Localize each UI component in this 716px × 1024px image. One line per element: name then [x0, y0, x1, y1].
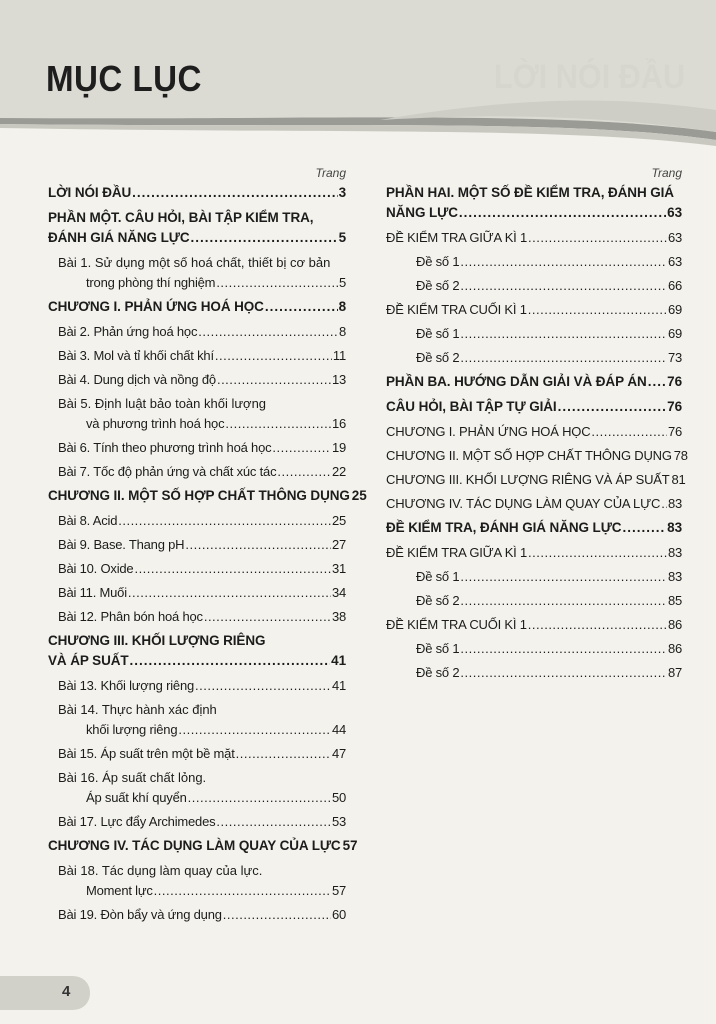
toc-entry-row [386, 203, 682, 223]
toc-entry-title: LỜI NÓI ĐẦU [48, 185, 132, 200]
toc-entry-title: Bài 12. Phân bón hoá học [58, 609, 203, 624]
toc-entry [386, 446, 688, 466]
toc-entry-page: 13 [331, 372, 346, 387]
toc-entry-row [386, 300, 682, 320]
toc-entry-row [386, 615, 682, 635]
toc-entry [48, 836, 358, 856]
toc-dot-leader [622, 518, 666, 538]
toc-dot-leader [528, 228, 667, 248]
toc-dot-leader [265, 297, 338, 317]
toc-entry [48, 700, 346, 740]
toc-entry-title: Đề số 2 [416, 665, 460, 680]
toc-entry-title: Bài 17. Lực đẩy Archimedes [58, 814, 216, 829]
toc-entry [386, 324, 682, 344]
page-title: MỤC LỤC [46, 58, 202, 99]
toc-entry-row [386, 567, 682, 587]
toc-entry-title: khối lượng riêng [86, 722, 178, 737]
toc-entry-title-line: PHẦN MỘT. CÂU HỎI, BÀI TẬP KIỂM TRA, [48, 210, 314, 225]
toc-entry-row [386, 663, 682, 683]
toc-entry-page: 57 [331, 883, 346, 898]
toc-entry [386, 639, 682, 659]
toc-entry-page: 8 [338, 299, 346, 314]
toc-entry-title: ĐỀ KIỂM TRA CUỐI KÌ 1 [386, 302, 527, 317]
toc-entry-page: 87 [667, 665, 682, 680]
toc-dot-leader [648, 372, 666, 392]
toc-entry [48, 438, 346, 458]
toc-entry-title: trong phòng thí nghiệm [86, 275, 216, 290]
toc-entry [48, 511, 346, 531]
toc-entry-row [48, 438, 346, 458]
toc-entry-page: 25 [331, 513, 346, 528]
toc-entry-row [386, 252, 682, 272]
toc-entry-title: ĐỀ KIỂM TRA GIỮA KÌ 1 [386, 545, 528, 560]
toc-entry [386, 470, 686, 490]
page-number: 4 [62, 983, 71, 1000]
toc-entry [48, 559, 346, 579]
toc-entry-row [48, 414, 346, 434]
toc-dot-leader [459, 203, 666, 223]
toc-entry-row [48, 559, 346, 579]
toc-entry-page: 63 [667, 230, 682, 245]
toc-dot-leader [272, 438, 331, 458]
toc-entry-row [48, 297, 346, 317]
toc-dot-leader [460, 324, 667, 344]
toc-entry-title: Bài 2. Phản ứng hoá học [58, 324, 198, 339]
toc-entry-row [48, 607, 346, 627]
toc-entry-page: 53 [331, 814, 346, 829]
toc-entry-page: 22 [331, 464, 346, 479]
toc-dot-leader [188, 788, 331, 808]
toc-entry-title: Áp suất khí quyển [86, 790, 187, 805]
toc-entry-title: NĂNG LỰC [386, 205, 458, 220]
toc-entry-title-line: PHẦN HAI. MỘT SỐ ĐỀ KIỂM TRA, ĐÁNH GIÁ [386, 185, 674, 200]
toc-entry-row [48, 511, 346, 531]
toc-entry-title: và phương trình hoá học [86, 416, 225, 431]
toc-dot-leader [216, 812, 331, 832]
toc-entry-page: 83 [667, 545, 682, 560]
toc-entry-title: Bài 13. Khối lượng riêng [58, 678, 195, 693]
toc-entry-title: Bài 9. Base. Thang pH [58, 537, 185, 552]
toc-dot-leader [204, 607, 331, 627]
toc-entry-page: 86 [667, 617, 682, 632]
toc-entry [48, 462, 346, 482]
toc-entry-row [48, 183, 346, 203]
toc-entry-page: 76 [667, 374, 682, 389]
toc-entry-title: Đề số 1 [416, 254, 460, 269]
toc-entry-row [386, 639, 682, 659]
toc-entry-page: 5 [338, 230, 346, 245]
toc-dot-leader [460, 639, 667, 659]
toc-entry-row [48, 836, 358, 856]
toc-entry [386, 228, 682, 248]
toc-entry-title: Moment lực [86, 883, 153, 898]
toc-dot-leader [132, 183, 337, 203]
toc-entry-row [48, 583, 346, 603]
toc-entry-page: 44 [331, 722, 346, 737]
toc-entry-page: 81 [671, 472, 686, 487]
toc-entry [48, 607, 346, 627]
toc-entry [48, 394, 346, 434]
toc-entry [48, 183, 346, 203]
toc-dot-leader [217, 370, 331, 390]
toc-entry-row [48, 346, 346, 366]
toc-entry-page: 41 [331, 653, 346, 668]
toc-entry [48, 208, 346, 248]
toc-entry-page: 31 [331, 561, 346, 576]
toc-entry-page: 76 [667, 399, 682, 414]
toc-entry-title: VÀ ÁP SUẤT [48, 653, 129, 668]
toc-entry-row [48, 788, 346, 808]
toc-entry-title: Bài 10. Oxide [58, 561, 134, 576]
toc-entry [386, 663, 682, 683]
toc-entry [48, 631, 346, 671]
toc-dot-leader [528, 300, 667, 320]
toc-entry-row [386, 543, 682, 563]
toc-entry [48, 486, 367, 506]
toc-entry-row [48, 370, 346, 390]
toc-entry-row [386, 494, 682, 514]
toc-entry-page: 63 [667, 205, 682, 220]
toc-entry-row [386, 591, 682, 611]
toc-entry-row [386, 324, 682, 344]
toc-entry-title: Bài 19. Đòn bẩy và ứng dụng [58, 907, 222, 922]
toc-entry-title-line: CHƯƠNG III. KHỐI LƯỢNG RIÊNG [48, 633, 266, 648]
toc-entry-row [48, 322, 346, 342]
toc-dot-leader [223, 905, 331, 925]
toc-entry-title: Bài 6. Tính theo phương trình hoá học [58, 440, 272, 455]
toc-entry-page: 27 [331, 537, 346, 552]
toc-entry-title: Đề số 2 [416, 593, 460, 608]
toc-dot-leader [225, 414, 331, 434]
toc-entry-row [48, 744, 346, 764]
toc-entry-page: 85 [667, 593, 682, 608]
toc-entry [48, 253, 346, 293]
toc-entry [48, 535, 346, 555]
toc-left-column [48, 163, 367, 929]
toc-entry [48, 346, 346, 366]
toc-entry [386, 518, 682, 538]
toc-entry [386, 494, 682, 514]
toc-entry-row [48, 651, 346, 671]
toc-entry [386, 276, 682, 296]
toc-entry [386, 567, 682, 587]
toc-entry-title: Bài 4. Dung dịch và nồng độ [58, 372, 216, 387]
toc-entry-title: CHƯƠNG III. KHỐI LƯỢNG RIÊNG VÀ ÁP SUẤT [386, 472, 670, 487]
toc-entry-page: 63 [667, 254, 682, 269]
toc-entry-row [386, 397, 682, 417]
toc-entry-page: 83 [667, 496, 682, 511]
toc-dot-leader [134, 559, 330, 579]
toc-entry [386, 372, 682, 392]
toc-dot-leader [118, 511, 331, 531]
toc-entry-title: Đề số 2 [416, 278, 460, 293]
toc-dot-leader [460, 348, 667, 368]
toc-list [386, 183, 688, 683]
toc-entry-title: CHƯƠNG IV. TÁC DỤNG LÀM QUAY CỦA LỰC [386, 496, 661, 511]
toc-entry-page: 69 [667, 326, 682, 341]
toc-entry-title: Đề số 1 [416, 326, 460, 341]
toc-entry [386, 543, 682, 563]
toc-entry-page: 83 [667, 520, 682, 535]
toc-dot-leader [591, 422, 667, 442]
toc-entry-title-line: Bài 14. Thực hành xác định [58, 702, 217, 717]
toc-entry-page: 38 [331, 609, 346, 624]
toc-entry-title: CHƯƠNG II. MỘT SỐ HỢP CHẤT THÔNG DỤNG [48, 488, 350, 503]
background-title: LỜI NÓI ĐẦU [494, 58, 685, 96]
toc-entry-page: 8 [338, 324, 346, 339]
page-number-shape [0, 976, 92, 1010]
toc-entry-row [386, 518, 682, 538]
toc-entry-title: CHƯƠNG II. MỘT SỐ HỢP CHẤT THÔNG DỤNG [386, 448, 672, 463]
toc-entry-title: Bài 3. Mol và tỉ khối chất khí [58, 348, 214, 363]
page-header [0, 0, 716, 160]
toc-entry-title: ĐÁNH GIÁ NĂNG LỰC [48, 230, 190, 245]
toc-dot-leader [130, 651, 331, 671]
toc-entry-title: CHƯƠNG I. PHẢN ỨNG HOÁ HỌC [386, 424, 591, 439]
toc-entry-page: 25 [351, 488, 367, 503]
toc-dot-leader [528, 543, 667, 563]
toc-entry-page: 57 [342, 838, 358, 853]
toc-entry-row [48, 905, 346, 925]
toc-entry-title: CÂU HỎI, BÀI TẬP TỰ GIẢI [386, 399, 557, 414]
toc-dot-leader [185, 535, 331, 555]
toc-right-column [386, 163, 688, 687]
page-column-label: Trang [651, 166, 682, 180]
toc-entry-page: 76 [667, 424, 682, 439]
toc-entry-page: 78 [673, 448, 688, 463]
toc-entry-title: CHƯƠNG I. PHẢN ỨNG HOÁ HỌC [48, 299, 264, 314]
toc-entry-row [386, 470, 686, 490]
toc-entry [386, 397, 682, 417]
toc-list [48, 183, 367, 925]
toc-dot-leader [460, 591, 667, 611]
page-column-label: Trang [315, 166, 346, 180]
toc-dot-leader [216, 273, 338, 293]
toc-entry-title: Bài 8. Acid [58, 513, 118, 528]
toc-entry-page: 41 [331, 678, 346, 693]
toc-entry [48, 676, 346, 696]
toc-entry-row [386, 348, 682, 368]
toc-dot-leader [661, 494, 667, 514]
toc-entry-page: 16 [331, 416, 346, 431]
toc-dot-leader [558, 397, 667, 417]
toc-entry-page: 60 [331, 907, 346, 922]
toc-dot-leader [178, 720, 331, 740]
toc-entry-row [48, 881, 346, 901]
toc-entry-row [48, 462, 346, 482]
toc-entry-row [48, 676, 346, 696]
toc-entry-title: Đề số 2 [416, 350, 460, 365]
toc-entry [386, 183, 682, 223]
toc-entry-row [386, 422, 682, 442]
toc-entry-page: 66 [667, 278, 682, 293]
toc-entry [48, 322, 346, 342]
toc-entry [48, 370, 346, 390]
toc-entry [386, 591, 682, 611]
toc-entry-row [386, 446, 688, 466]
toc-entry-row [48, 486, 367, 506]
toc-entry-page: 83 [667, 569, 682, 584]
toc-dot-leader [460, 276, 667, 296]
toc-entry-title: Bài 15. Áp suất trên một bề mặt [58, 746, 235, 761]
toc-entry-title: Đề số 1 [416, 569, 460, 584]
toc-entry-title-line: Bài 1. Sử dụng một số hoá chất, thiết bị cơ bản [58, 255, 331, 270]
toc-entry [48, 861, 346, 901]
toc-entry-page: 11 [332, 348, 346, 363]
toc-entry-row [48, 720, 346, 740]
toc-entry-title: Bài 11. Muối [58, 585, 127, 600]
toc-entry-title: Bài 7. Tốc độ phản ứng và chất xúc tác [58, 464, 277, 479]
toc-entry-row [386, 228, 682, 248]
toc-dot-leader [198, 322, 338, 342]
toc-entry [48, 905, 346, 925]
toc-entry-page: 86 [667, 641, 682, 656]
toc-entry [48, 812, 346, 832]
toc-dot-leader [195, 676, 331, 696]
toc-entry [386, 422, 682, 442]
toc-entry-page: 73 [667, 350, 682, 365]
toc-entry-page: 47 [331, 746, 346, 761]
toc-dot-leader [128, 583, 331, 603]
toc-entry-title-line: Bài 18. Tác dụng làm quay của lực. [58, 863, 263, 878]
toc-entry-title-line: Bài 5. Định luật bảo toàn khối lượng [58, 396, 267, 411]
toc-dot-leader [236, 744, 331, 764]
toc-entry-title: PHẦN BA. HƯỚNG DẪN GIẢI VÀ ĐÁP ÁN [386, 374, 647, 389]
toc-dot-leader [277, 462, 331, 482]
toc-entry-page: 19 [331, 440, 346, 455]
toc-entry-title: ĐỀ KIỂM TRA CUỐI KÌ 1 [386, 617, 527, 632]
toc-entry [386, 300, 682, 320]
toc-dot-leader [460, 567, 667, 587]
toc-entry-title: Đề số 1 [416, 641, 460, 656]
toc-dot-leader [191, 228, 338, 248]
toc-dot-leader [528, 615, 667, 635]
toc-dot-leader [460, 252, 667, 272]
toc-entry-title: ĐỀ KIỂM TRA GIỮA KÌ 1 [386, 230, 528, 245]
toc-dot-leader [215, 346, 332, 366]
toc-entry [48, 768, 346, 808]
toc-entry-row [48, 228, 346, 248]
toc-entry [386, 348, 682, 368]
toc-entry [386, 252, 682, 272]
toc-entry-row [48, 535, 346, 555]
toc-entry [48, 744, 346, 764]
toc-entry [48, 297, 346, 317]
toc-entry-title: ĐỀ KIỂM TRA, ĐÁNH GIÁ NĂNG LỰC [386, 520, 622, 535]
toc-entry-row [386, 276, 682, 296]
toc-entry-page: 5 [338, 275, 346, 290]
toc-dot-leader [154, 881, 331, 901]
toc-entry-page: 50 [331, 790, 346, 805]
toc-entry-page: 69 [667, 302, 682, 317]
toc-entry-page: 3 [338, 185, 346, 200]
toc-entry-row [48, 273, 346, 293]
page-number-tab [0, 976, 92, 1010]
toc-entry-title: CHƯƠNG IV. TÁC DỤNG LÀM QUAY CỦA LỰC [48, 838, 341, 853]
toc-entry-title-line: Bài 16. Áp suất chất lỏng. [58, 770, 207, 785]
toc-entry [386, 615, 682, 635]
toc-entry [48, 583, 346, 603]
toc-entry-row [386, 372, 682, 392]
toc-entry-row [48, 812, 346, 832]
toc-entry-page: 34 [331, 585, 346, 600]
toc-dot-leader [460, 663, 667, 683]
